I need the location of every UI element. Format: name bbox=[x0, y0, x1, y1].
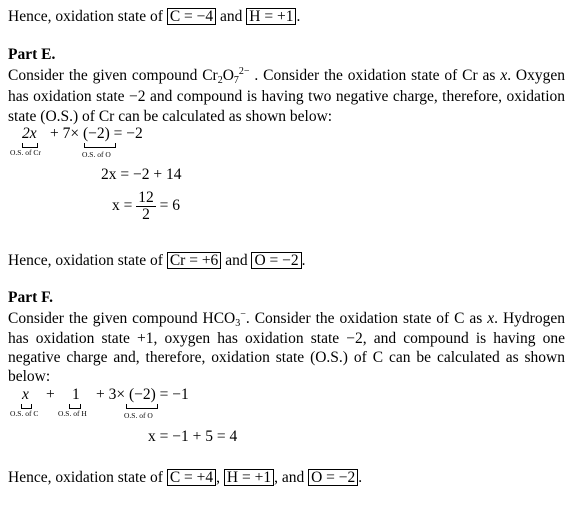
answer-box-o: O = −2 bbox=[251, 252, 301, 269]
part-f-eq1-one: 1 bbox=[72, 386, 80, 403]
part-f-eq1-rest: + 3× (−2) = −1 bbox=[96, 386, 189, 403]
part-e-heading: Part E. bbox=[8, 46, 56, 63]
variable: x bbox=[500, 67, 508, 84]
period: . bbox=[358, 469, 363, 486]
underlabel-cr: O.S. of Cr bbox=[10, 148, 41, 157]
answer-box-o: O = −2 bbox=[308, 469, 358, 486]
part-e-conclusion bbox=[8, 250, 306, 271]
part-f-conclusion bbox=[8, 467, 362, 488]
text: , and bbox=[274, 469, 305, 486]
answer-box-cr: Cr = +6 bbox=[167, 252, 221, 269]
part-e-line-2: has oxidation state −2 and compound is having two negative charge, therefore, oxidation bbox=[8, 88, 565, 105]
subscript: 3 bbox=[235, 318, 241, 329]
underlabel-o: O.S. of O bbox=[124, 411, 153, 420]
text: Hence, oxidation state of bbox=[8, 469, 163, 486]
underlabel-o: O.S. of O bbox=[82, 150, 111, 159]
underlabel-h: O.S. of H bbox=[58, 409, 87, 418]
lhs: x = bbox=[112, 197, 133, 215]
comma: , bbox=[216, 469, 221, 486]
underbrace bbox=[126, 404, 158, 409]
subscript: 2 bbox=[217, 75, 223, 86]
denominator: 2 bbox=[142, 206, 150, 223]
part-e-line-3: state (O.S.) of Cr can be calculated as shown below: bbox=[8, 108, 333, 125]
numerator: 12 bbox=[138, 189, 154, 206]
text: Consider the given compound Cr bbox=[8, 67, 218, 84]
text: and bbox=[225, 252, 248, 269]
part-e-eq2: 2x = −2 + 14 bbox=[101, 166, 182, 183]
part-f-line-1 bbox=[8, 308, 565, 329]
part-f-eq2: x = −1 + 5 = 4 bbox=[148, 428, 238, 445]
answer-box-c: C = −4 bbox=[167, 8, 216, 25]
answer-box-c: C = +4 bbox=[167, 469, 216, 486]
top-prefix: Hence, oxidation state of bbox=[8, 8, 163, 25]
text: Hence, oxidation state of bbox=[8, 252, 163, 269]
part-f-line-2: has oxidation state +1, oxygen has oxidation state −2, and compound is having one bbox=[8, 330, 565, 347]
answer-box-h: H = +1 bbox=[224, 469, 274, 486]
variable: x bbox=[487, 310, 495, 327]
part-e-eq1-term bbox=[22, 125, 37, 143]
text: O bbox=[222, 67, 234, 84]
part-f-eq1-x: x bbox=[22, 386, 29, 403]
part-f-heading: Part F. bbox=[8, 289, 54, 306]
text: . Oxygen bbox=[507, 67, 566, 84]
underlabel-c: O.S. of C bbox=[10, 409, 39, 418]
subscript: 7 bbox=[233, 75, 239, 86]
superscript: 2− bbox=[238, 66, 250, 77]
rhs: = 6 bbox=[159, 197, 180, 215]
text: . Consider the oxidation state of Cr as bbox=[254, 67, 496, 84]
part-e-line-1 bbox=[8, 65, 565, 86]
text: Consider the given compound HCO bbox=[8, 310, 236, 327]
answer-box-h: H = +1 bbox=[246, 8, 296, 25]
part-f-line-3: negative charge and, therefore, oxidation state (O.S.) of C can be calculated as shown bbox=[8, 349, 565, 366]
term: 2x bbox=[22, 125, 37, 142]
fraction bbox=[136, 190, 156, 223]
part-f-eq1-plus: + bbox=[46, 386, 55, 403]
text: . Consider the oxidation state of C as bbox=[245, 310, 483, 327]
part-e-eq3 bbox=[112, 190, 180, 223]
period: . bbox=[301, 252, 306, 269]
text: . Hydrogen bbox=[494, 310, 565, 327]
superscript: − bbox=[240, 309, 246, 320]
underbrace bbox=[84, 143, 116, 148]
period: . bbox=[296, 8, 301, 25]
top-and: and bbox=[220, 8, 243, 25]
part-f-line-4: below: bbox=[8, 368, 51, 385]
part-e-eq1-rest: + 7× (−2) = −2 bbox=[50, 125, 143, 142]
top-conclusion bbox=[8, 6, 300, 27]
